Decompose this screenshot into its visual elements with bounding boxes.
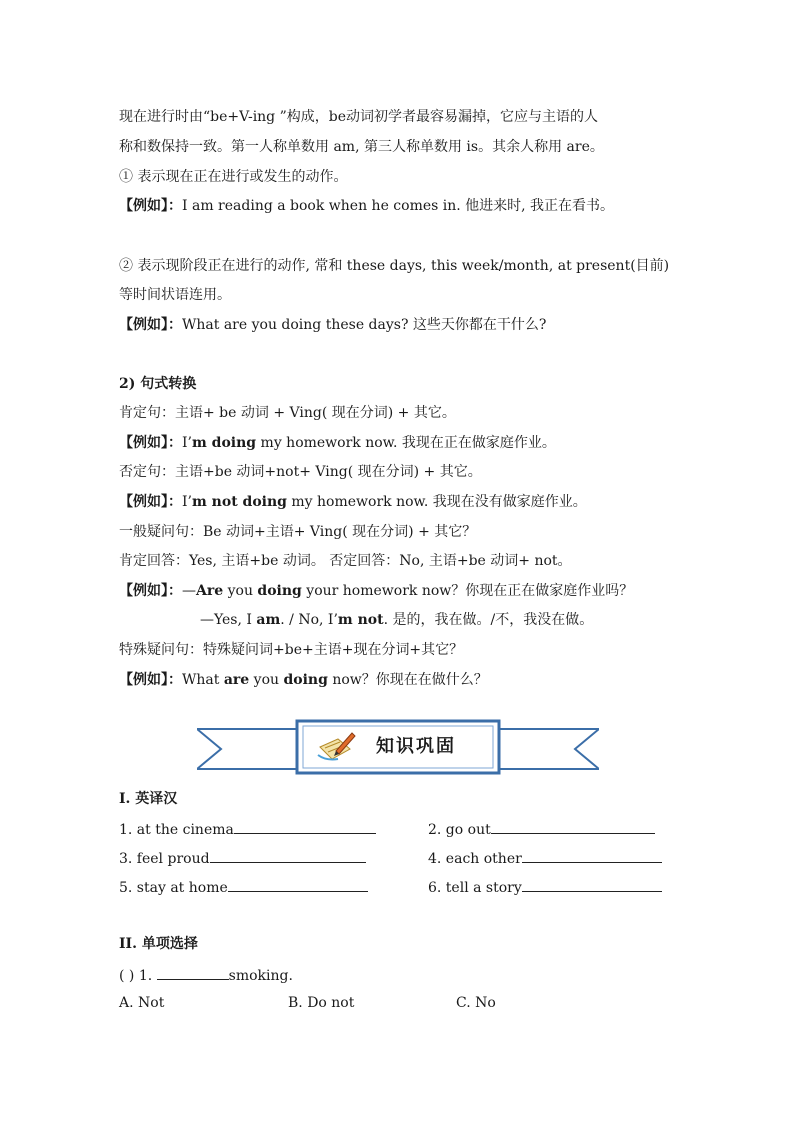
usage-1-example	[119, 197, 614, 215]
question-blank	[157, 965, 229, 980]
option-b[interactable]: B. Do not	[288, 995, 355, 1011]
section-2-heading: 2) 句式转换	[119, 376, 197, 392]
negative-example	[119, 493, 587, 511]
example-text: I am reading a book when he comes in. 他进来时, 我正在看书。	[182, 198, 615, 214]
question-rule: 一般疑问句：Be 动词+主语+ Ving( 现在分词) + 其它？	[119, 524, 477, 540]
usage-2-line-1: ② 表示现阶段正在进行的动作, 常和 these days, this week/month, at present(目前)	[119, 258, 670, 274]
example-tag: 【例如】：	[119, 435, 182, 451]
example-text: now？你现在在做什么？	[327, 672, 488, 688]
example-emphasis: doing	[257, 583, 302, 599]
notebook-pencil-icon	[316, 729, 356, 763]
example-pre: I’	[182, 435, 192, 451]
usage-2-line-2: 等时间状语连用。	[119, 287, 231, 303]
exercise-item-4	[428, 848, 662, 868]
item-text: 3. feel proud	[119, 851, 210, 867]
item-text: 1. at the cinema	[119, 822, 234, 838]
answer-blank[interactable]	[522, 848, 662, 863]
intro-line-2: 称和数保持一致。第一人称单数用 am, 第三人称单数用 is。其余人称用 are。	[119, 139, 604, 155]
item-text: 5. stay at home	[119, 880, 228, 896]
answer-text: . / No, I’	[280, 612, 338, 628]
question-answer-example	[200, 611, 593, 629]
question-example	[119, 582, 633, 600]
affirmative-rule: 肯定句：主语+ be 动词 + Ving( 现在分词) + 其它。	[119, 405, 456, 421]
answer-blank[interactable]	[228, 877, 368, 892]
exercise-item-5	[119, 877, 368, 897]
question-number: 1.	[138, 968, 153, 984]
example-text: you	[249, 672, 284, 688]
example-pre: I’	[182, 494, 192, 510]
example-tag: 【例如】：	[119, 672, 182, 688]
example-text: What are you doing these days? 这些天你都在干什么?	[182, 317, 547, 333]
option-c[interactable]: C. No	[456, 995, 496, 1011]
usage-1: ① 表示现在正在进行或发生的动作。	[119, 169, 348, 185]
negative-rule: 否定句：主语+be 动词+not+ Ving( 现在分词) + 其它。	[119, 464, 482, 480]
answer-emphasis: m not	[337, 612, 384, 628]
answer-blank[interactable]	[234, 819, 376, 834]
usage-2-example	[119, 316, 546, 334]
example-tag: 【例如】：	[119, 317, 182, 333]
affirmative-example	[119, 434, 556, 452]
example-tag: 【例如】：	[119, 583, 182, 599]
example-text: you	[223, 583, 258, 599]
answer-blank[interactable]	[522, 877, 662, 892]
part-2-heading: II. 单项选择	[119, 936, 198, 952]
answer-paren[interactable]: ( )	[119, 968, 135, 984]
example-emphasis: Are	[196, 583, 224, 599]
answer-blank[interactable]	[491, 819, 655, 834]
mc-question-1	[119, 965, 293, 985]
wh-question-example	[119, 671, 488, 689]
example-emphasis: doing	[283, 672, 328, 688]
exercise-item-3	[119, 848, 366, 868]
example-text: your homework now？你现在正在做家庭作业吗？	[301, 583, 634, 599]
example-text: What	[182, 672, 224, 688]
intro-line-1: 现在进行时由“be+V-ing ”构成，be动词初学者最容易漏掉，它应与主语的人	[119, 109, 598, 125]
exercise-item-1	[119, 819, 376, 839]
item-text: 2. go out	[428, 822, 491, 838]
example-tag: 【例如】：	[119, 198, 182, 214]
answer-emphasis: am	[256, 612, 281, 628]
banner-title: 知识巩固	[376, 736, 456, 757]
item-text: 4. each other	[428, 851, 522, 867]
exercise-item-2	[428, 819, 655, 839]
exercise-item-6	[428, 877, 662, 897]
answer-text: . 是的，我在做。/不，我没在做。	[383, 612, 594, 628]
wh-question-rule: 特殊疑问句：特殊疑问词+be+主语+现在分词+其它？	[119, 642, 464, 658]
example-post: my homework now. 我现在正在做家庭作业。	[256, 435, 556, 451]
item-text: 6. tell a story	[428, 880, 522, 896]
example-post: my homework now. 我现在没有做家庭作业。	[286, 494, 587, 510]
part-1-heading: I. 英译汉	[119, 791, 178, 807]
answer-text: —Yes, I	[200, 612, 257, 628]
option-a[interactable]: A. Not	[119, 995, 165, 1011]
question-text: smoking.	[228, 968, 293, 984]
dash: —	[182, 583, 196, 599]
example-emphasis: m not doing	[191, 494, 287, 510]
example-tag: 【例如】：	[119, 494, 182, 510]
example-emphasis: are	[223, 672, 250, 688]
answer-rules: 肯定回答：Yes, 主语+be 动词。 否定回答：No, 主语+be 动词+ not。	[119, 553, 572, 569]
example-emphasis: m doing	[191, 435, 257, 451]
answer-blank[interactable]	[210, 848, 366, 863]
